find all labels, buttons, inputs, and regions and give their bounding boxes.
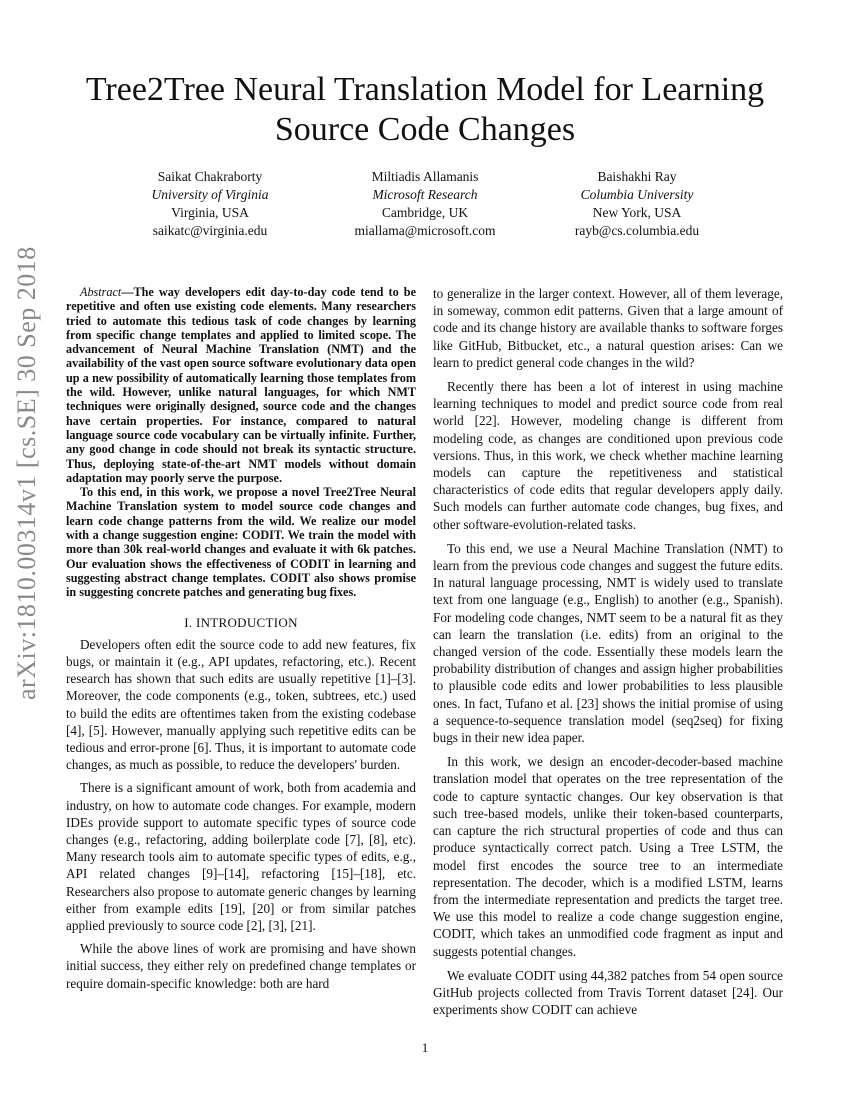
author-name: Baishakhi Ray bbox=[597, 169, 677, 184]
author-name: Saikat Chakraborty bbox=[157, 169, 263, 184]
author-2 bbox=[310, 168, 540, 240]
section-heading: I. INTRODUCTION bbox=[184, 614, 298, 630]
author-affiliation: University of Virginia bbox=[151, 187, 269, 202]
author-email: rayb@cs.columbia.edu bbox=[574, 223, 700, 238]
paragraph: to generalize in the larger context. However, all of them leverage, in someway, common edit patterns. Given that a large amount of code and its change history are available thanks to software forges like GitHub, Bitbucket, etc., a natural question arises: Can we learn to predict general code changes in the wild? bbox=[433, 286, 783, 370]
abstract-paragraph-1: Abstract—The way developers edit day-to-day code tend to be repetitive and often use existing code elements. Many researchers tried to automate this tedious task of code changes by learning from specific change templates and applied to limited scope. The advancement of Neural Machine Translation (NMT) and the availability of the vast open source software evolutionary data open up a new possibility of automatically learning those templates from the wild. However, unlike natural languages, for which NMT techniques were originally designed, source code and the changes have certain properties. For instance, compared to natural language source code vocabulary can be virtually infinite. Further, any good change in code should not break its syntactic structure. Thus, deploying state-of-the-art NMT models without domain adaptation may poorly serve the purpose. bbox=[66, 285, 416, 485]
author-3 bbox=[522, 168, 752, 240]
paragraph: In this work, we design an encoder-decoder-based machine translation model that operates on the tree representation of the code to capture syntactic changes. Our key observation is that such tree-based models, unlike their token-based counterparts, can capture the rich structural properties of code and thus can produce syntactically correct patch. Using a Tree LSTM, the model first encodes the source tree to an intermediate representation. The decoder, which is a modified LSTM, learns from the intermediate representation and predicts the target tree. We use this model to realize a code change suggestion engine, CODIT, which takes an unmodified code fragment as input and suggests potential changes. bbox=[433, 754, 783, 959]
author-location: Virginia, USA bbox=[171, 205, 249, 220]
left-column bbox=[66, 285, 416, 992]
author-name: Miltiadis Allamanis bbox=[371, 169, 479, 184]
arxiv-identifier: arXiv:1810.00314v1 [cs.SE] 30 Sep 2018 bbox=[12, 246, 41, 700]
right-column bbox=[433, 285, 783, 1018]
paragraph: To this end, we use a Neural Machine Translation (NMT) to learn from the previous code changes and suggest the future edits. In natural language processing, NMT is widely used to translate text from one language (e.g., English) to another (e.g., Spanish). For modeling code changes, NMT seem to be a natural fit as they can learn the translation (i.e. edits) from an original to the changed version of the code. Essentially these models learn the probability distribution of changes and assign higher probabilities to plausible code edits and lower probabilities to less plausible ones. In fact, Tufano et al. [23] shows the initial promise of using a sequence-to-sequence translation model (seq2seq) for fixing bugs in their new idea paper. bbox=[433, 540, 783, 746]
author-affiliation: Columbia University bbox=[580, 187, 694, 202]
page-number: 1 bbox=[421, 1040, 429, 1055]
paragraph: Recently there has been a lot of interest in using machine learning techniques to model and predict source code from real world [22]. However, modeling change is different from modeling code, as changes are conditioned upon previous code versions. Thus, in this work, we check whether machine learning models can capture the repetitiveness and statistical characteristics of code edits that regular developers apply daily. Such models can further automate code changes, bug fixes, and other software-evolution-related tasks. bbox=[433, 379, 783, 532]
author-affiliation: Microsoft Research bbox=[372, 187, 478, 202]
author-location: New York, USA bbox=[592, 205, 682, 220]
author-email: miallama@microsoft.com bbox=[354, 223, 496, 238]
paper-title: Tree2Tree Neural Translation Model for Learning Source Code Changes bbox=[85, 71, 765, 148]
paragraph: We evaluate CODIT using 44,382 patches from 54 open source GitHub projects collected from Travis Torrent dataset [24]. Our experiments show CODIT can achieve bbox=[433, 967, 783, 1018]
author-1 bbox=[95, 168, 325, 240]
author-location: Cambridge, UK bbox=[381, 205, 469, 220]
paragraph: While the above lines of work are promising and have shown initial success, they either rely on predefined change templates or require domain-specific knowledge: both are hard bbox=[66, 941, 416, 991]
paragraph: There is a significant amount of work, both from academia and industry, on how to automate code changes. For example, modern IDEs provide support to automate specific types of source code changes (e.g., refactoring, adding boilerplate code [7], [8], etc). Many research tools aim to automate specific types of edits, e.g., API related changes [9]–[14], refactoring [15]–[18], etc. Researchers also propose to automate generic changes by learning either from example edits [19], [20] or from similar patches applied previously to source code [2], [3], [21]. bbox=[66, 780, 416, 933]
introduction-body bbox=[66, 636, 416, 992]
abstract-paragraph-2: To this end, in this work, we propose a novel Tree2Tree Neural Machine Translation system to model source code changes and learn code change patterns from the wild. We realize our model with a change suggestion engine: CODIT. We train the model with more than 30k real-world changes and evaluate it with 6k patches. Our evaluation shows the effectiveness of CODIT in learning and suggesting abstract change templates. CODIT also shows promise in suggesting concrete patches and generating bug fixes. bbox=[66, 485, 416, 600]
abstract bbox=[66, 285, 416, 600]
abstract-label: Abstract bbox=[80, 285, 122, 299]
paragraph: Developers often edit the source code to add new features, fix bugs, or maintain it (e.g., API updates, refactoring, etc.). Recent research has shown that such edits are usually repetitive [1]–[3]. Moreover, the code components (e.g., token, subtrees, etc.) used to build the edits are oftentimes taken from the existing codebase [4], [5]. However, manually applying such repetitive edits can be tedious and error-prone [6]. Thus, it is important to automate code changes, as much as possible, to reduce the developers' burden. bbox=[66, 636, 416, 773]
author-email: saikatc@virginia.edu bbox=[152, 223, 268, 238]
